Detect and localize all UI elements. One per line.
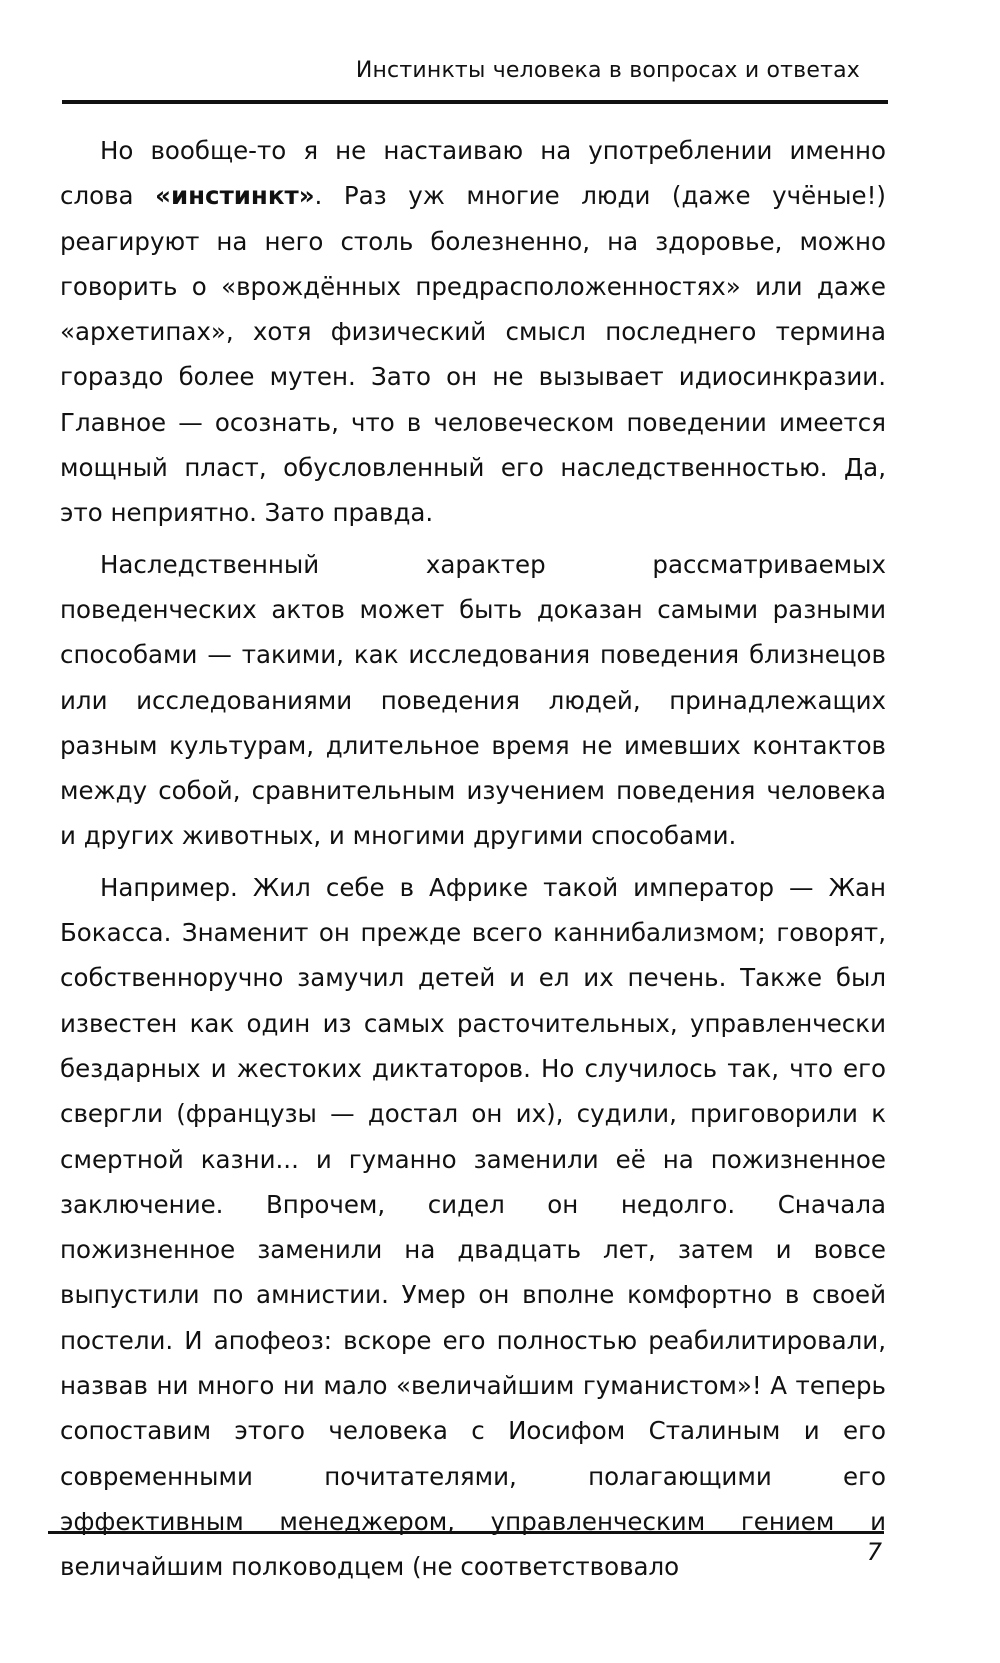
header-rule: [62, 100, 888, 104]
body-text: [60, 128, 886, 1596]
bold-term-instinct: «инстинкт»: [155, 181, 315, 211]
paragraph-1-start: Но вообще-то я не настаиваю на употреблении именно слова: [60, 136, 886, 211]
paragraph-1: [60, 128, 886, 536]
footer-rule: [48, 1531, 884, 1534]
running-header: Инстинкты человека в вопросах и ответах: [355, 58, 860, 83]
page-number: 7: [866, 1538, 882, 1566]
paragraph-2: Наследственный характер рассматриваемых поведенческих актов может быть доказан самыми разными способами — такими, как исследования поведения близнецов или исследованиями поведения людей, принадлежащих разным культурам, длительное время не имевших контактов между собой, сравнительным изучением поведения человека и других животных, и многими другими способами.: [60, 549, 886, 851]
paragraph-3: Например. Жил себе в Африке такой император — Жан Бокасса. Знаменит он прежде всего каннибализмом; говорят, собственноручно замучил детей и ел их печень. Также был известен как один из самых расточительных, управленчески бездарных и жестоких диктаторов. Но случилось так, что его свергли (французы — достал он их), судили, приговорили к смертной казни... и гуманно заменили её на пожизненное заключение. Впрочем, сидел он недолго. Сначала пожизненное заменили на двадцать лет, затем и вовсе выпустили по амнистии. Умер он вполне комфортно в своей постели. И апофеоз: вскоре его полностью реабилитировали, назвав ни много ни мало «величайшим гуманистом»! А теперь сопоставим этого человека с Иосифом Сталиным и его современными почитателями, полагающими его эффективным менеджером, управленческим гением и величайшим полководцем (не соответствовало: [60, 872, 886, 1582]
paragraph-1-end: . Раз уж многие люди (даже учёные!) реагируют на него столь болезненно, на здоровье, можно говорить о «врождённых предрасположенностях» или даже «архетипах», хотя физический смысл последнего термина гораздо более мутен. Зато он не вызывает идиосинкразии. Главное — осознать, что в человеческом поведении имеется мощный пласт, обусловленный его наследственностью. Да, это неприятно. Зато правда.: [60, 181, 886, 528]
